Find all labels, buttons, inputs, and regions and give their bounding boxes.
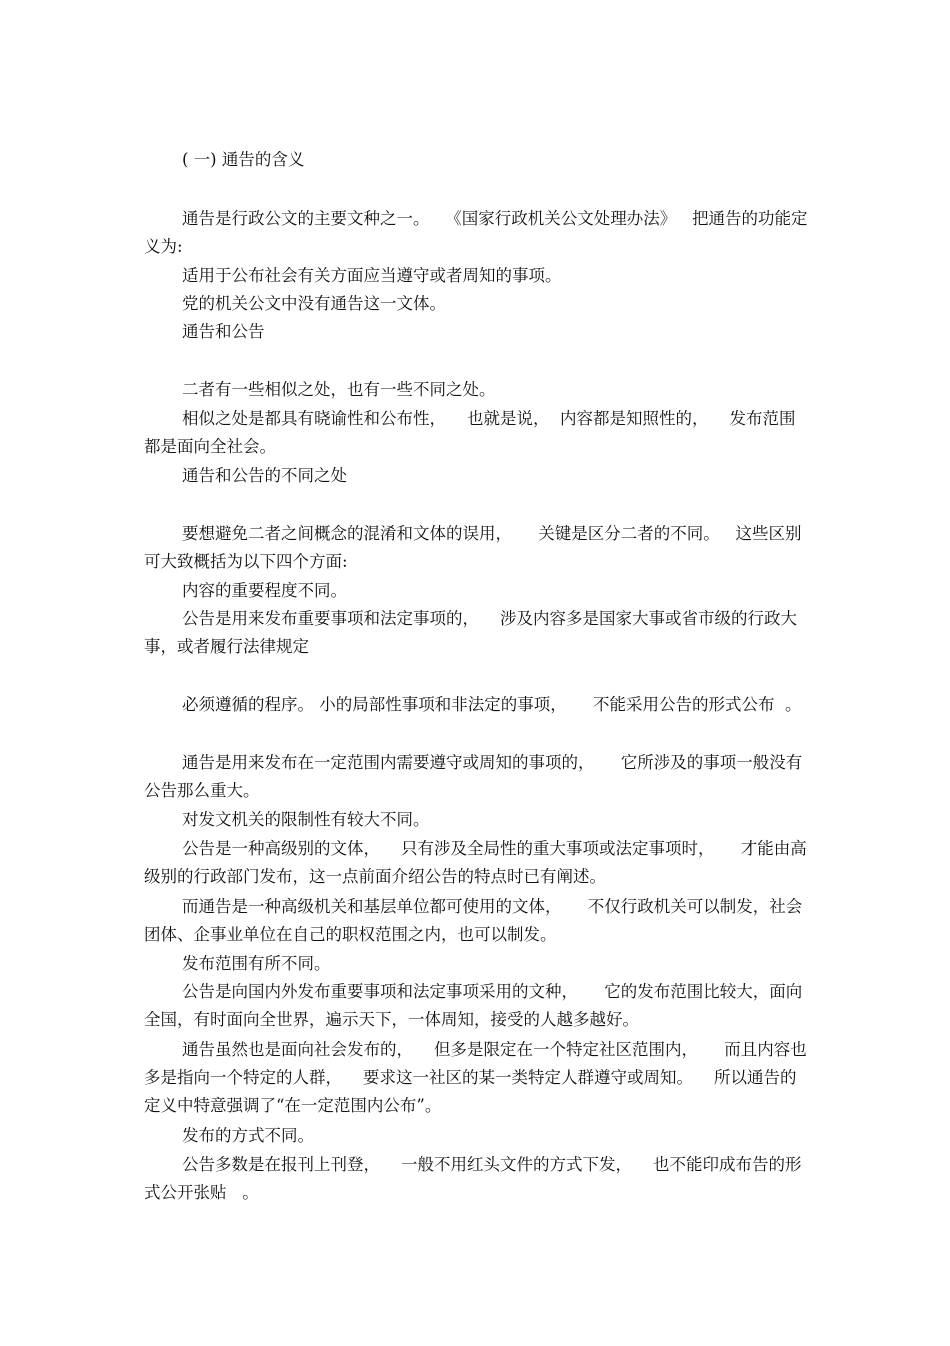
paragraph: 通告是用来发布在一定范围内需要遵守或周知的事项的， 它所涉及的事项一般没有公告那么重大。 — [144, 753, 803, 800]
paragraph: 公告是一种高级别的文体， 只有涉及全局性的重大事项或法定事项时， 才能由高级别的行政部门发布，这一点前面介绍公告的特点时已有阐述。 — [144, 839, 807, 886]
paragraph: 对发文机关的限制性有较大不同。 — [182, 810, 430, 829]
paragraph: 相似之处是都具有晓谕性和公布性， 也就是说， 内容都是知照性的， 发布范围都是面向全社会。 — [144, 409, 796, 456]
paragraph: 适用于公布社会有关方面应当遵守或者周知的事项。 — [182, 266, 562, 285]
paragraph: 二者有一些相似之处，也有一些不同之处。 — [182, 380, 496, 399]
paragraph: 通告是行政公文的主要文种之一。 《国家行政机关公文处理办法》 把通告的功能定义为: — [144, 209, 808, 256]
section-heading: ( 一) 通告的含义 — [182, 150, 305, 169]
subheading: 通告和公告的不同之处 — [182, 466, 347, 485]
paragraph: 公告是用来发布重要事项和法定事项的， 涉及内容多是国家大事或省市级的行政大事，或者履行法律规定 — [144, 609, 797, 656]
subheading: 通告和公告 — [182, 322, 265, 341]
paragraph: 而通告是一种高级机关和基层单位都可使用的文体， 不仅行政机关可以制发，社会团体、企事业单位在自己的职权范围之内，也可以制发。 — [144, 897, 803, 944]
paragraph: 发布范围有所不同。 — [182, 954, 331, 973]
paragraph: 公告多数是在报刊上刊登， 一般不用红头文件的方式下发， 也不能印成布告的形式公开张贴 。 — [144, 1155, 802, 1202]
paragraph: 内容的重要程度不同。 — [182, 581, 347, 600]
paragraph: 要想避免二者之间概念的混淆和文体的误用， 关键是区分二者的不同。 这些区别可大致概括为以下四个方面: — [144, 524, 802, 571]
paragraph: 党的机关公文中没有通告这一文体。 — [182, 294, 446, 313]
paragraph: 必须遵循的程序。 小的局部性事项和非法定的事项， 不能采用公告的形式公布 。 — [182, 695, 802, 714]
paragraph: 发布的方式不同。 — [182, 1126, 314, 1145]
paragraph: 通告虽然也是面向社会发布的， 但多是限定在一个特定社区范围内， 而且内容也多是指向一个特定的人群， 要求这一社区的某一类特定人群遵守或周知。 所以通告的定义中特意强调了“在一定范围内公布”。 — [144, 1040, 807, 1115]
paragraph: 公告是向国内外发布重要事项和法定事项采用的文种， 它的发布范围比较大，面向全国，有时面向全世界，遍示天下，一体周知，接受的人越多越好。 — [144, 982, 803, 1029]
